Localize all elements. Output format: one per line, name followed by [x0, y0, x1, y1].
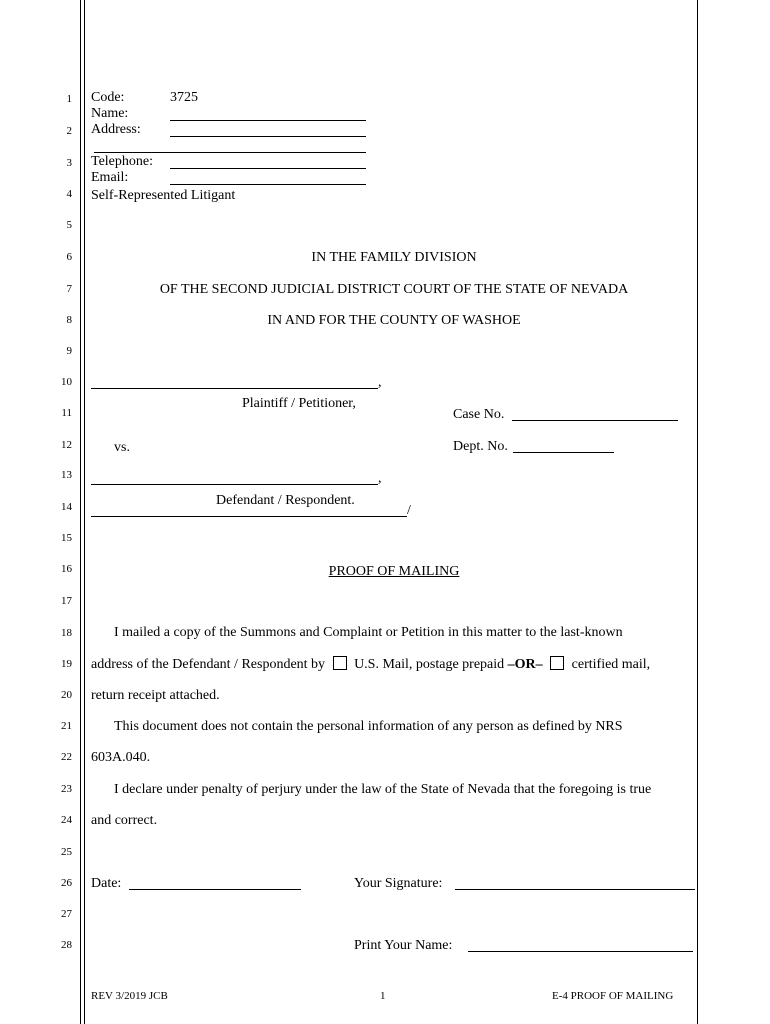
dept-no-field[interactable]	[513, 452, 614, 453]
telephone-field[interactable]	[170, 168, 366, 169]
body-p3-line2: and correct.	[91, 813, 158, 828]
line-number: 6	[66, 251, 72, 263]
court-heading-line2: OF THE SECOND JUDICIAL DISTRICT COURT OF THE STATE OF NEVADA	[159, 282, 629, 297]
line-number: 13	[61, 469, 72, 481]
line-number: 14	[61, 501, 72, 513]
date-label: Date:	[91, 876, 122, 891]
body-p1-line2-a: address of the Defendant / Respondent by	[91, 657, 326, 672]
address-label: Address:	[91, 122, 141, 137]
court-heading-line1: IN THE FAMILY DIVISION	[311, 250, 477, 265]
caption-slash: /	[407, 503, 411, 518]
vs-label: vs.	[114, 440, 130, 455]
line-number: 19	[61, 658, 72, 670]
line-number: 10	[61, 376, 72, 388]
name-label: Name:	[91, 106, 129, 121]
self-represented-litigant: Self-Represented Litigant	[91, 188, 236, 203]
line-number: 22	[61, 751, 72, 763]
footer-revision: REV 3/2019 JCB	[91, 990, 168, 1002]
line-number: 28	[61, 939, 72, 951]
line-number: 7	[66, 283, 72, 295]
left-margin-rule-inner	[84, 0, 85, 1024]
telephone-label: Telephone:	[91, 154, 153, 169]
plaintiff-label: Plaintiff / Petitioner,	[242, 396, 356, 411]
print-name-label: Print Your Name:	[354, 938, 453, 953]
footer-page-number: 1	[380, 990, 386, 1002]
line-number: 25	[61, 846, 72, 858]
address-field-line1[interactable]	[170, 136, 366, 137]
line-number: 15	[61, 532, 72, 544]
case-no-field[interactable]	[512, 420, 678, 421]
print-name-field[interactable]	[468, 951, 693, 952]
footer-form-title: E-4 PROOF OF MAILING	[552, 990, 674, 1002]
line-number: 9	[66, 345, 72, 357]
certified-mail-checkbox[interactable]	[550, 656, 564, 670]
line-number: 2	[66, 125, 72, 137]
line-number: 24	[61, 814, 72, 826]
defendant-name-field[interactable]	[91, 484, 378, 485]
address-field-line2[interactable]	[94, 152, 366, 153]
defendant-label: Defendant / Respondent.	[216, 493, 355, 508]
email-field[interactable]	[170, 184, 366, 185]
code-label: Code:	[91, 90, 125, 105]
body-p1-line3: return receipt attached.	[91, 688, 220, 703]
line-number: 16	[61, 563, 72, 575]
signature-field[interactable]	[455, 889, 695, 890]
us-mail-checkbox[interactable]	[333, 656, 347, 670]
line-number: 1	[66, 93, 72, 105]
line-number: 26	[61, 877, 72, 889]
date-field[interactable]	[129, 889, 301, 890]
body-p1-line1: I mailed a copy of the Summons and Complaint or Petition in this matter to the last-known	[114, 625, 623, 640]
caption-closing-line	[91, 516, 407, 517]
signature-label: Your Signature:	[354, 876, 443, 891]
or-separator: –OR–	[507, 657, 543, 672]
line-number: 4	[66, 188, 72, 200]
line-number: 11	[61, 407, 72, 419]
body-p1-line2-c: certified mail,	[571, 657, 651, 672]
line-number: 17	[61, 595, 72, 607]
court-heading-line3: IN AND FOR THE COUNTY OF WASHOE	[267, 313, 521, 328]
dept-no-label: Dept. No.	[453, 439, 508, 454]
body-p2-line2: 603A.040.	[91, 750, 151, 765]
right-margin-rule	[697, 0, 698, 1024]
code-value: 3725	[170, 90, 198, 105]
case-no-label: Case No.	[453, 407, 505, 422]
plaintiff-comma: ,	[378, 375, 382, 390]
defendant-comma: ,	[378, 471, 382, 486]
body-p2-line1: This document does not contain the personal information of any person as defined by NRS	[114, 719, 623, 734]
line-number: 12	[61, 439, 72, 451]
name-field[interactable]	[170, 120, 366, 121]
plaintiff-name-field[interactable]	[91, 388, 378, 389]
line-number: 27	[61, 908, 72, 920]
email-label: Email:	[91, 170, 129, 185]
line-number: 3	[66, 157, 72, 169]
body-p3-line1: I declare under penalty of perjury under the law of the State of Nevada that the foregoing is true	[114, 782, 652, 797]
line-number: 8	[66, 314, 72, 326]
line-number: 23	[61, 783, 72, 795]
body-p1-line2-b: U.S. Mail, postage prepaid	[354, 657, 505, 672]
line-number: 18	[61, 627, 72, 639]
left-margin-rule-outer	[80, 0, 81, 1024]
line-number: 5	[66, 219, 72, 231]
document-title: PROOF OF MAILING	[328, 564, 460, 579]
line-number: 21	[61, 720, 72, 732]
line-number: 20	[61, 689, 72, 701]
body-p1-line2	[91, 656, 650, 673]
